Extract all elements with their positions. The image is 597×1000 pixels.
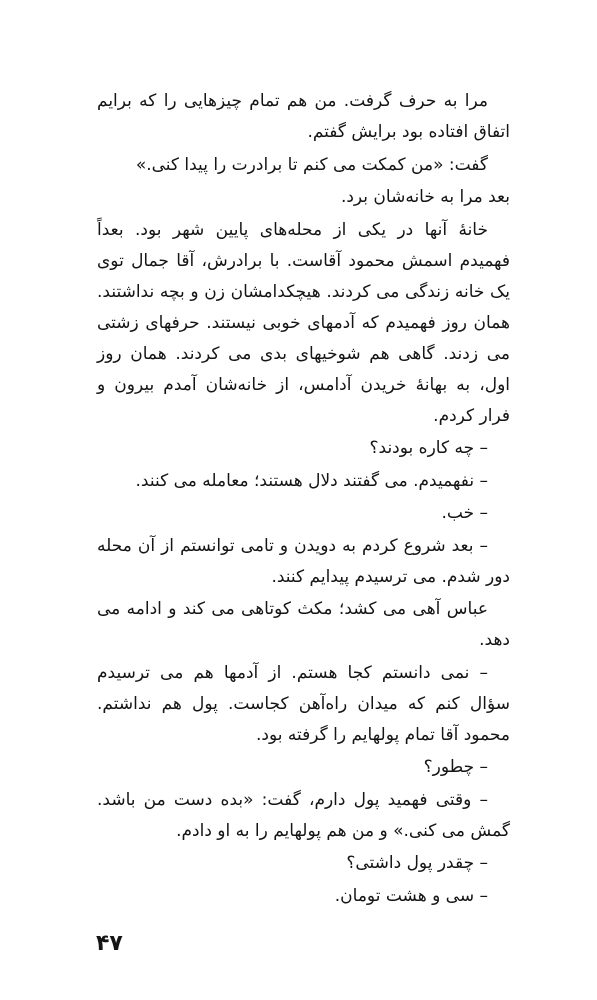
paragraph: گفت: «من کمکت می کنم تا برادرت را پیدا کنی.» <box>135 154 488 175</box>
dialogue-line: – بعد شروع کردم به دویدن و تامی توانستم از آن محله دور شدم. می ترسیدم پیدایم کنند. <box>97 535 510 587</box>
dialogue-line: – نمی دانستم کجا هستم. از آدمها هم می ترسیدم سؤال کنم که میدان راه‌آهن کجاست. پول هم نداشتم. محمود آقا تمام پولهایم را گرفته بود. <box>97 662 510 745</box>
dialogue-line: – سی و هشت تومان. <box>334 885 488 906</box>
dialogue-line: – وقتی فهمید پول دارم، گفت: «بده دست من باشد. گمش می کنی.» و من هم پولهایم را به او دادم. <box>97 789 510 841</box>
paragraph: مرا به حرف گرفت. من هم تمام چیزهایی را که برایم اتفاق افتاده بود برایش گفتم. <box>97 91 510 142</box>
paragraph: بعد مرا به خانه‌شان برد. <box>340 187 510 207</box>
body-text <box>97 86 510 913</box>
paragraph: عباس آهی می کشد؛ مکث کوتاهی می کند و ادامه می دهد. <box>97 599 510 650</box>
dialogue-line: – چه کاره بودند؟ <box>369 438 488 458</box>
page-number: ۴۷ <box>96 931 123 956</box>
paragraph: خانهٔ آنها در یکی از محله‌های پایین شهر بود. بعداً فهمیدم اسمش محمود آقاست. با برادرش، آقا جمال توی یک خانه زندگی می کردند. هیچکدامشان زن و بچه نداشتند. همان روز فهمیدم که آدمهای خوبی نیستند. حرفهای زشتی می زدند. گاهی هم شوخیهای بدی می کردند. همان روز اول، به بهانهٔ خریدن آدامس، از خانه‌شان آمدم بیرون و فرار کردم. <box>97 219 510 426</box>
dialogue-line: – چقدر پول داشتی؟ <box>346 853 488 873</box>
dialogue-line: – خب. <box>441 503 488 523</box>
dialogue-line: – نفهمیدم. می گفتند دلال هستند؛ معامله می کنند. <box>135 470 488 491</box>
dialogue-line: – چطور؟ <box>423 757 488 777</box>
